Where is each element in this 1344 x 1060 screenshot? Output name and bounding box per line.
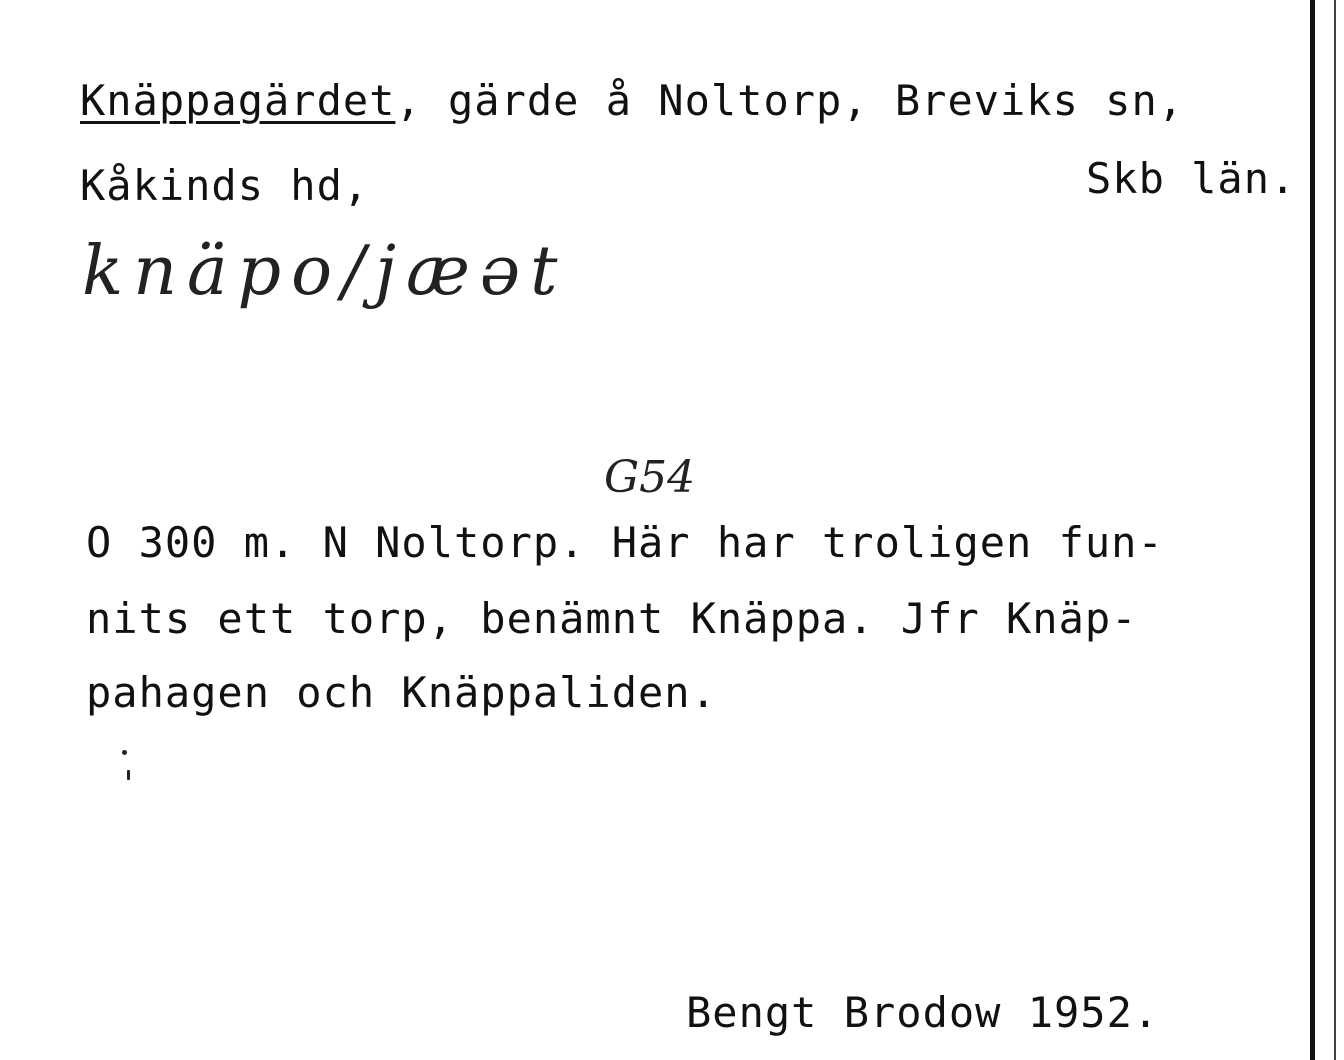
- place-description: , gärde å Noltorp, Breviks sn,: [395, 76, 1185, 125]
- body-line-3: pahagen och Knäppaliden.: [86, 668, 717, 717]
- card-code: G54: [604, 452, 696, 503]
- card-edge-shadow: [1334, 0, 1336, 1060]
- ink-mark: [127, 770, 130, 780]
- district-label: Kåkinds hd,: [80, 161, 370, 210]
- place-name: Knäppagärdet: [80, 76, 396, 125]
- card-edge-line: [1310, 0, 1315, 1060]
- signature: Bengt Brodow 1952.: [686, 988, 1160, 1037]
- phonetic-transcription: knäpo/jæət: [82, 232, 568, 311]
- county-label: Skb län.: [1086, 154, 1297, 203]
- body-line-2: nits ett torp, benämnt Knäppa. Jfr Knäp-: [86, 594, 1138, 643]
- body-line-1: O 300 m. N Noltorp. Här har troligen fun-: [86, 518, 1164, 567]
- ink-speck: [122, 750, 127, 755]
- heading-line: [80, 76, 1185, 125]
